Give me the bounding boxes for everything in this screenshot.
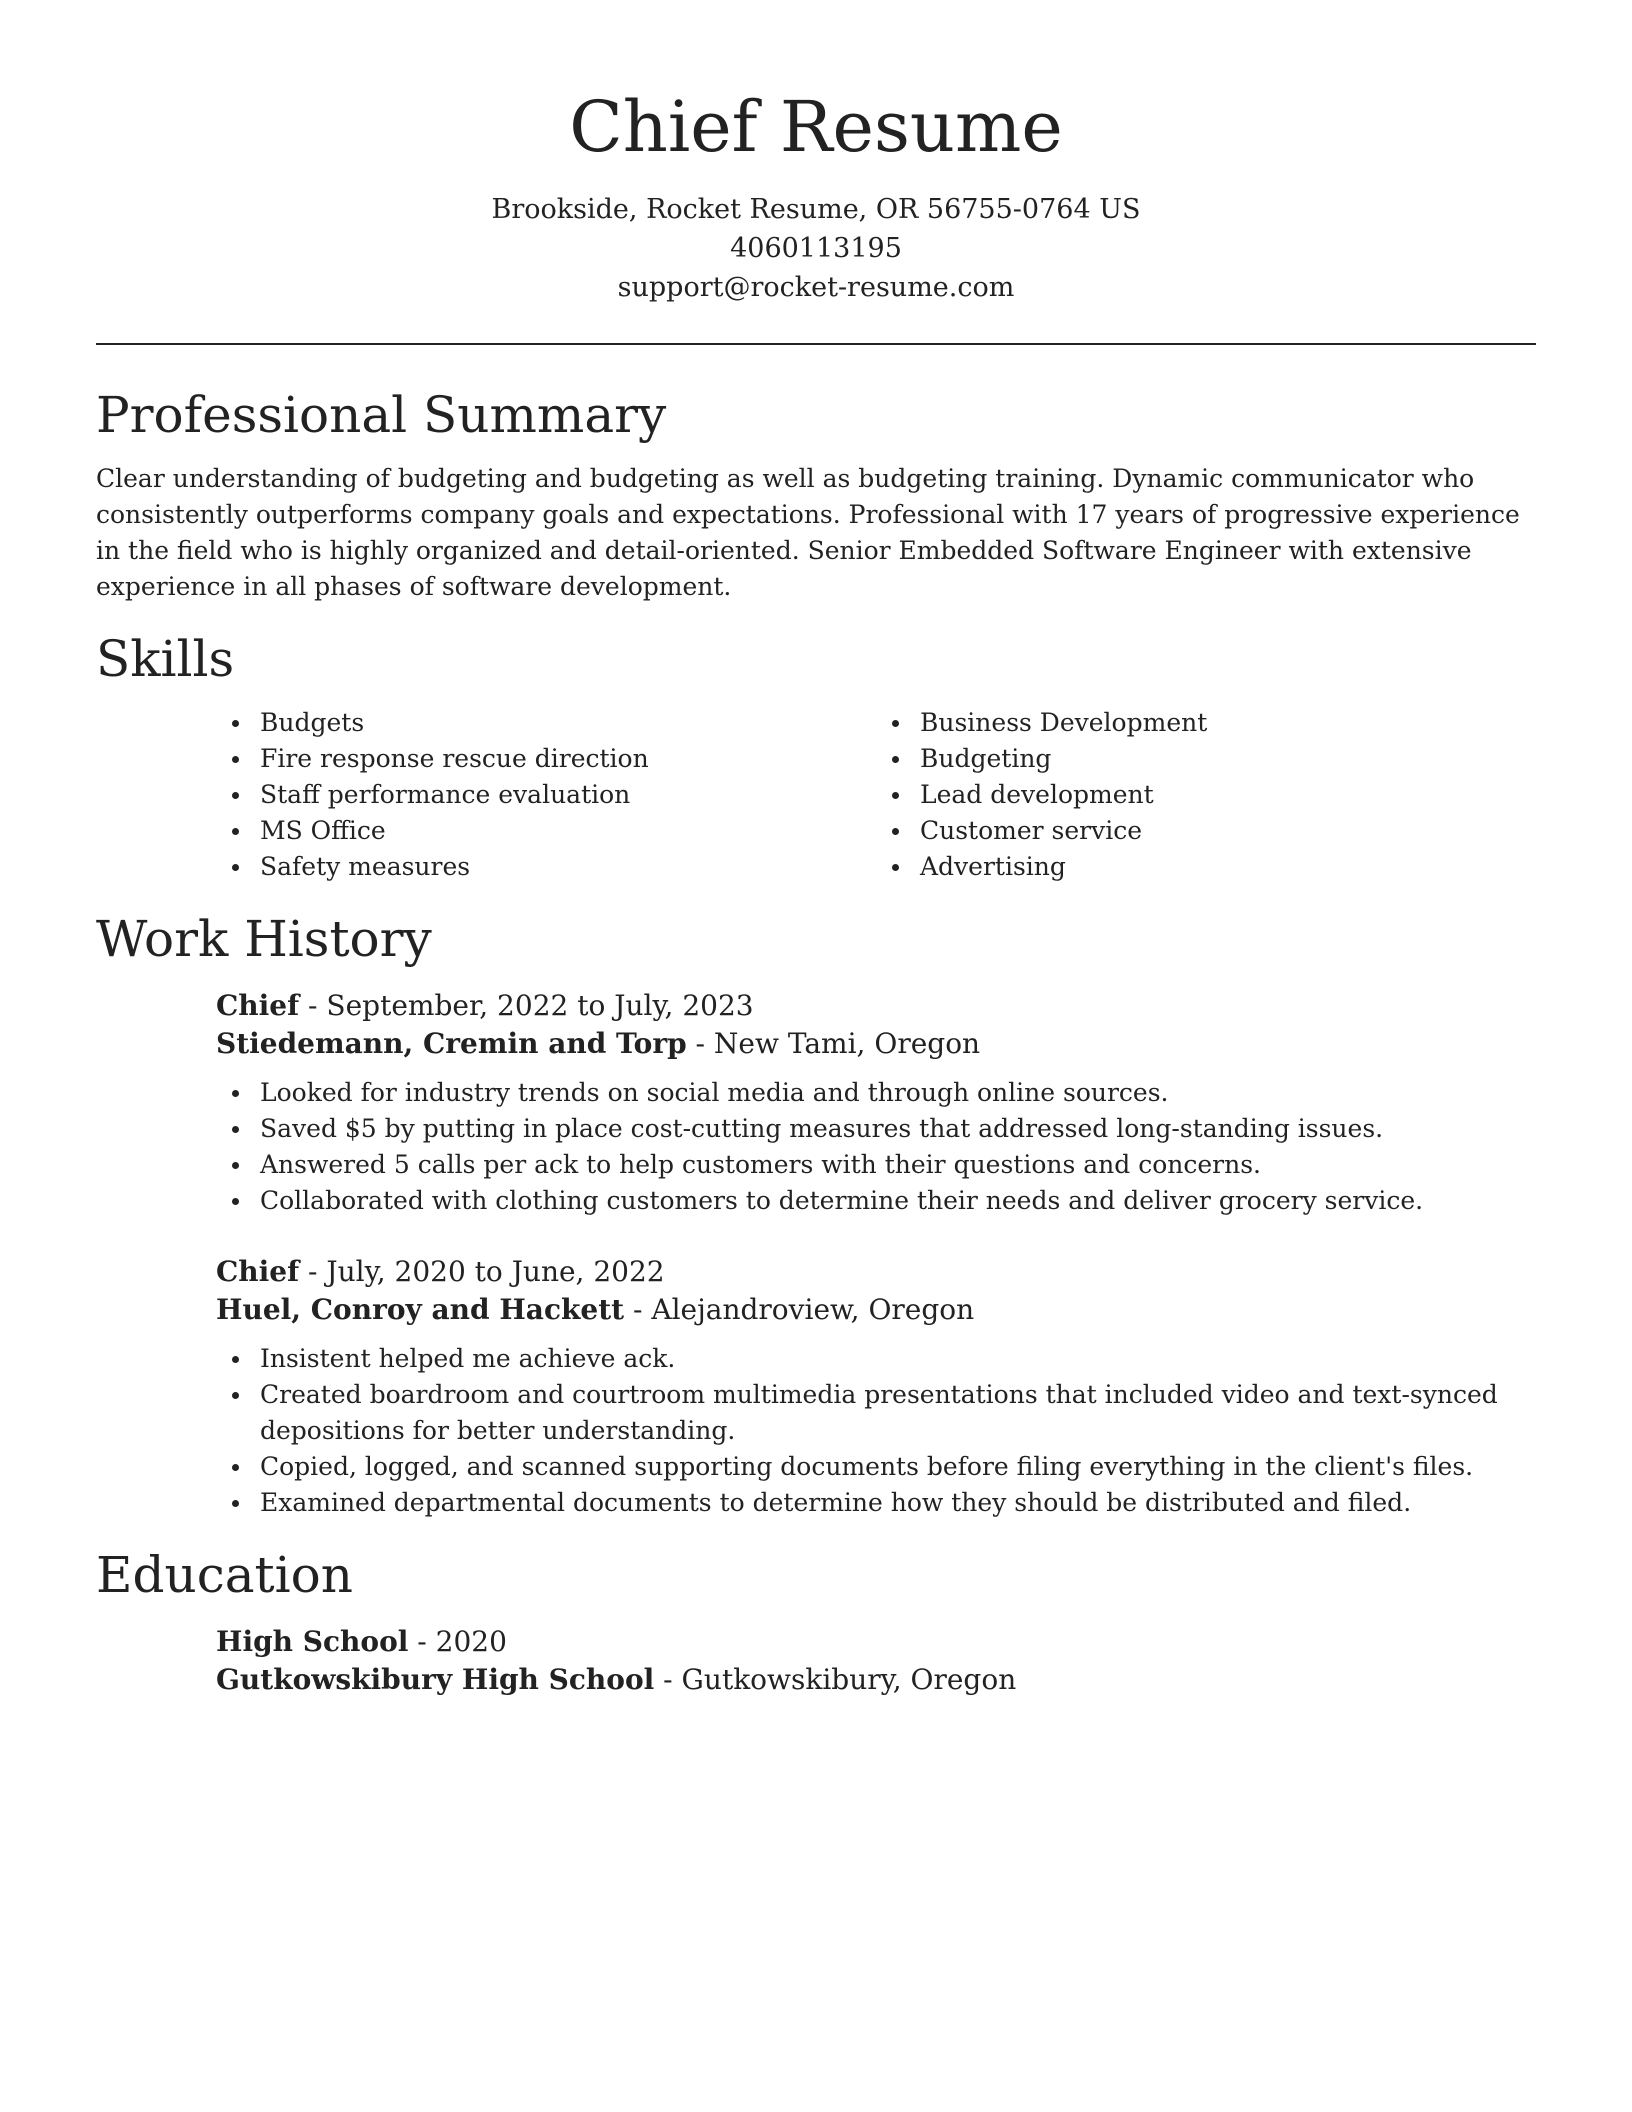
job-duty: Collaborated with clothing customers to determine their needs and deliver grocery service.	[260, 1183, 1536, 1219]
education-year: 2020	[435, 1625, 507, 1658]
job-duty: Answered 5 calls per ack to help customers with their questions and concerns.	[260, 1147, 1536, 1183]
skill-item: Safety measures	[260, 849, 876, 885]
education-school-line	[216, 1661, 1536, 1699]
education-school: Gutkowskibury High School	[216, 1663, 655, 1696]
education-separator: -	[654, 1663, 682, 1696]
summary-heading: Professional Summary	[96, 386, 667, 444]
education-degree-line	[216, 1623, 1536, 1661]
summary-text: Clear understanding of budgeting and budgeting as well as budgeting training. Dynamic communicator who consistently outperforms company goals and expectations. Professional with 17 years of progressive experience in the field who is highly organized and detail-oriented. Senior Embedded Software Engineer with extensive experience in all phases of software development.	[96, 464, 1520, 601]
skill-item: Lead development	[920, 777, 1536, 813]
skill-item: Budgeting	[920, 741, 1536, 777]
job-separator: -	[299, 989, 327, 1022]
contact-address: Brookside, Rocket Resume, OR 56755-0764 US	[491, 194, 1141, 225]
skills-list-right	[876, 705, 1536, 885]
job-company: Stiedemann, Cremin and Torp	[216, 1027, 687, 1060]
job-separator: -	[624, 1293, 652, 1326]
skill-item: Fire response rescue direction	[260, 741, 876, 777]
job-location: Alejandroview, Oregon	[651, 1293, 975, 1326]
skills-list-left	[216, 705, 876, 885]
job-duties	[216, 1075, 1536, 1219]
education-section	[96, 1543, 1536, 1699]
job-role: Chief	[216, 1255, 300, 1288]
job-dates: July, 2020 to June, 2022	[326, 1255, 665, 1288]
work-history-heading: Work History	[96, 910, 432, 968]
contact-email: support@rocket-resume.com	[617, 272, 1015, 303]
skill-item: Business Development	[920, 705, 1536, 741]
job-duty: Saved $5 by putting in place cost-cutting measures that addressed long-standing issues.	[260, 1111, 1536, 1147]
skills-section	[96, 627, 1536, 885]
job-entry	[216, 987, 1536, 1219]
job-duties	[216, 1341, 1536, 1521]
job-duty: Copied, logged, and scanned supporting documents before filing everything in the client's files.	[260, 1449, 1536, 1485]
job-duty: Insistent helped me achieve ack.	[260, 1341, 1536, 1377]
skill-item: Customer service	[920, 813, 1536, 849]
job-duty: Created boardroom and courtroom multimedia presentations that included video and text-synced depositions for better understanding.	[260, 1377, 1536, 1449]
job-separator: -	[686, 1027, 714, 1060]
job-separator: -	[299, 1255, 327, 1288]
education-degree: High School	[216, 1625, 409, 1658]
job-duty: Looked for industry trends on social media and through online sources.	[260, 1075, 1536, 1111]
job-dates: September, 2022 to July, 2023	[326, 989, 754, 1022]
job-duty: Examined departmental documents to determine how they should be distributed and filed.	[260, 1485, 1536, 1521]
education-heading: Education	[96, 1546, 353, 1604]
contact-phone: 4060113195	[730, 233, 902, 264]
education-entry	[216, 1623, 1536, 1699]
skill-item: Advertising	[920, 849, 1536, 885]
education-location: Gutkowskibury, Oregon	[681, 1663, 1017, 1696]
job-company-line	[216, 1291, 1536, 1329]
education-separator: -	[408, 1625, 436, 1658]
skill-item: Budgets	[260, 705, 876, 741]
job-entry	[216, 1253, 1536, 1521]
job-role: Chief	[216, 989, 300, 1022]
skill-item: Staff performance evaluation	[260, 777, 876, 813]
candidate-name: Chief Resume	[569, 86, 1063, 168]
job-title-line	[216, 987, 1536, 1025]
skills-grid	[216, 705, 1536, 885]
skills-heading: Skills	[96, 630, 235, 688]
summary-section	[96, 383, 1536, 605]
resume-header	[96, 0, 1536, 307]
job-location: New Tami, Oregon	[713, 1027, 981, 1060]
job-title-line	[216, 1253, 1536, 1291]
job-company: Huel, Conroy and Hackett	[216, 1293, 625, 1326]
work-history-section	[96, 907, 1536, 1521]
skill-item: MS Office	[260, 813, 876, 849]
header-divider	[96, 343, 1536, 345]
contact-info	[96, 190, 1536, 307]
job-company-line	[216, 1025, 1536, 1063]
